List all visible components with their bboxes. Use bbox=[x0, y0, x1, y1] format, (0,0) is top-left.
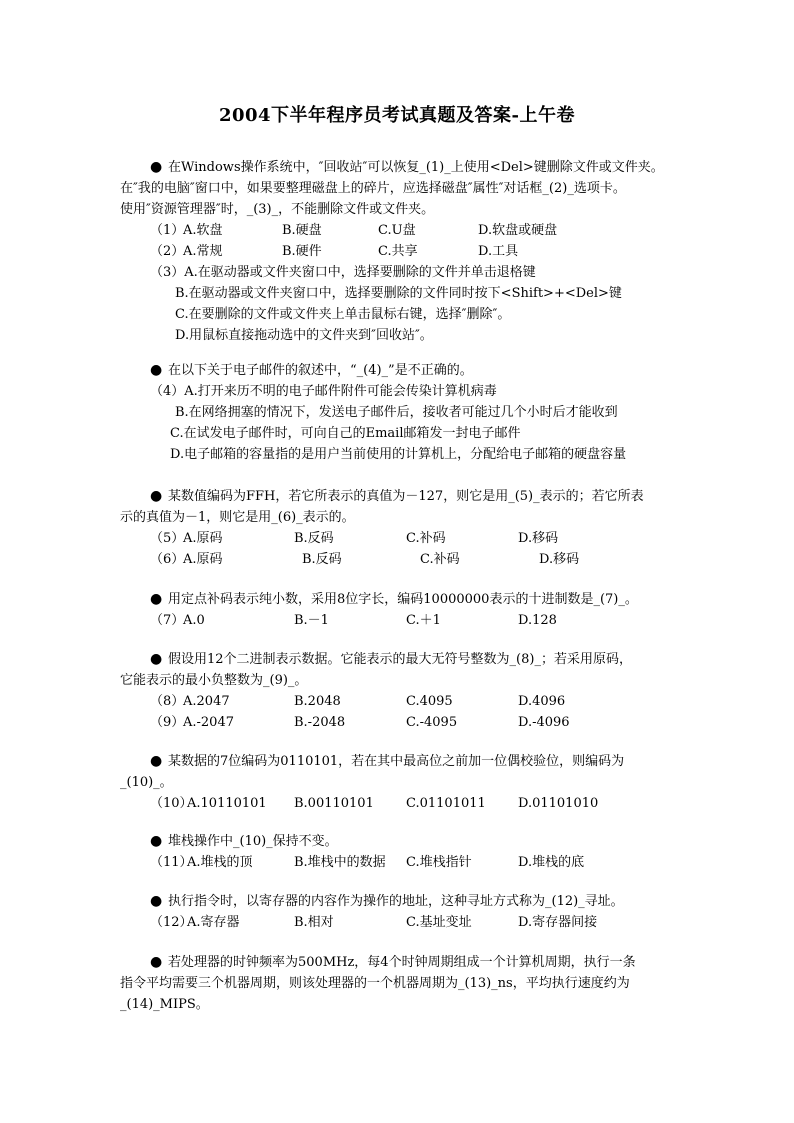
option-line: B.在驱动器或文件夹窗口中，选择要删除的文件同时按下<Shift>+<Del>键 bbox=[175, 286, 622, 301]
option-number: （2） bbox=[150, 244, 185, 259]
option-c: C.基址变址 bbox=[406, 915, 472, 930]
bullet-icon: ● bbox=[150, 753, 163, 769]
option-d: D.移码 bbox=[518, 531, 559, 546]
question-10-stem-line-2: _(10)_。 bbox=[120, 775, 173, 790]
option-line: D.电子邮箱的容量指的是用户当前使用的计算机上，分配给电子邮箱的硬盘容量 bbox=[170, 447, 627, 462]
question-5-stem-line-2: 示的真值为－1，则它是用_(6)_表示的。 bbox=[120, 510, 355, 525]
option-number: （11） bbox=[150, 855, 193, 870]
option-d: D.4096 bbox=[518, 694, 566, 709]
option-d: D.寄存器间接 bbox=[518, 915, 598, 930]
question-12-stem: ● 执行指令时，以寄存器的内容作为操作的地址，这种寻址方式称为_(12)_寻址。 bbox=[150, 893, 624, 909]
option-c: C.堆栈指针 bbox=[406, 855, 472, 870]
option-c: C.＋1 bbox=[406, 613, 441, 628]
bullet-icon: ● bbox=[150, 159, 163, 175]
bullet-icon: ● bbox=[150, 651, 163, 667]
option-line: B.在网络拥塞的情况下，发送电子邮件后，接收者可能过几个小时后才能收到 bbox=[175, 405, 618, 420]
page-title: 2004下半年程序员考试真题及答案-上午卷 bbox=[218, 105, 576, 126]
question-13-stem-line-1: ● 若处理器的时钟频率为500MHz，每4个时钟周期组成一个计算机周期，执行一条 bbox=[150, 954, 636, 970]
bullet-icon: ● bbox=[150, 893, 163, 909]
question-5-stem-line-1: ● 某数值编码为FFH，若它所表示的真值为－127，则它是用_(5)_表示的；若它所表 bbox=[150, 488, 644, 504]
question-1-stem-line-3: 使用″资源管理器″时，_(3)_，不能删除文件或文件夹。 bbox=[120, 202, 435, 217]
option-c: C.4095 bbox=[406, 694, 453, 709]
question-4-stem: ● 在以下关于电子邮件的叙述中，“_(4)_”是不正确的。 bbox=[150, 362, 473, 378]
option-b: B.反码 bbox=[294, 531, 334, 546]
bullet-icon: ● bbox=[150, 488, 163, 504]
option-line: （4）A.打开来历不明的电子邮件附件可能会传染计算机病毒 bbox=[150, 384, 497, 399]
option-c: C.补码 bbox=[420, 552, 460, 567]
option-number: （5） bbox=[150, 531, 185, 546]
option-b: B.堆栈中的数据 bbox=[294, 855, 386, 870]
option-a: A.10110101 bbox=[187, 796, 267, 811]
option-number: （8） bbox=[150, 694, 185, 709]
option-number: （9） bbox=[150, 715, 185, 730]
question-8-stem-line-1: ● 假设用12个二进制表示数据。它能表示的最大无符号整数为_(8)_；若采用原码， bbox=[150, 651, 632, 667]
option-b: B.反码 bbox=[302, 552, 342, 567]
question-13-stem-line-3: _(14)_MIPS。 bbox=[120, 997, 209, 1012]
option-c: C.共享 bbox=[378, 244, 418, 259]
option-a: A.2047 bbox=[183, 694, 230, 709]
option-c: C.U盘 bbox=[378, 223, 416, 238]
question-1-stem-line-1: ● 在Windows操作系统中，″回收站″可以恢复_(1)_上使用<Del>键删除文件或文件夹。 bbox=[150, 159, 664, 175]
option-number: （6） bbox=[150, 552, 185, 567]
option-line: C.在试发电子邮件时，可向自己的Email邮箱发一封电子邮件 bbox=[170, 426, 521, 441]
option-a: A.寄存器 bbox=[187, 915, 240, 930]
option-a: A.0 bbox=[183, 613, 205, 628]
option-a: A.-2047 bbox=[183, 715, 234, 730]
option-number: （10） bbox=[150, 796, 193, 811]
option-c: C.补码 bbox=[406, 531, 446, 546]
question-7-stem: ● 用定点补码表示纯小数，采用8位字长，编码10000000表示的十进制数是_(7)_。 bbox=[150, 591, 638, 607]
option-a: A.常规 bbox=[183, 244, 223, 259]
question-1-stem-line-2: 在″我的电脑″窗口中，如果要整理磁盘上的碎片，应选择磁盘″属性″对话框_(2)_选项卡。 bbox=[120, 181, 626, 196]
option-a: A.原码 bbox=[183, 531, 223, 546]
option-number: （7） bbox=[150, 613, 185, 628]
option-b: B.-2048 bbox=[294, 715, 346, 730]
option-line: （3）A.在驱动器或文件夹窗口中，选择要删除的文件并单击退格键 bbox=[150, 265, 536, 280]
option-b: B.00110101 bbox=[294, 796, 374, 811]
option-b: B.硬件 bbox=[282, 244, 322, 259]
option-d: D.软盘或硬盘 bbox=[478, 223, 558, 238]
option-b: B.2048 bbox=[294, 694, 341, 709]
option-b: B.硬盘 bbox=[282, 223, 322, 238]
option-d: D.移码 bbox=[539, 552, 580, 567]
option-line: C.在要删除的文件或文件夹上单击鼠标右键，选择″删除″。 bbox=[175, 307, 511, 322]
question-8-stem-line-2: 它能表示的最小负整数为_(9)_。 bbox=[120, 673, 308, 688]
question-13-stem-line-2: 指令平均需要三个机器周期，则该处理器的一个机器周期为_(13)_ns，平均执行速度约为 bbox=[120, 976, 630, 991]
option-b: B.－1 bbox=[294, 613, 329, 628]
option-c: C.-4095 bbox=[406, 715, 458, 730]
option-d: D.01101010 bbox=[518, 796, 599, 811]
option-a: A.堆栈的顶 bbox=[187, 855, 253, 870]
question-11-stem: ● 堆栈操作中_(10)_保持不变。 bbox=[150, 833, 338, 849]
bullet-icon: ● bbox=[150, 362, 163, 378]
option-number: （1） bbox=[150, 223, 185, 238]
option-d: D.工具 bbox=[478, 244, 519, 259]
option-number: （12） bbox=[150, 915, 193, 930]
bullet-icon: ● bbox=[150, 833, 163, 849]
option-a: A.软盘 bbox=[183, 223, 223, 238]
option-line: D.用鼠标直接拖动选中的文件夹到″回收站″。 bbox=[175, 328, 433, 343]
option-a: A.原码 bbox=[183, 552, 223, 567]
question-10-stem-line-1: ● 某数据的7位编码为0110101，若在其中最高位之前加一位偶校验位，则编码为 bbox=[150, 753, 625, 769]
option-b: B.相对 bbox=[294, 915, 334, 930]
bullet-icon: ● bbox=[150, 591, 163, 607]
option-d: D.128 bbox=[518, 613, 557, 628]
bullet-icon: ● bbox=[150, 954, 163, 970]
option-c: C.01101011 bbox=[406, 796, 486, 811]
option-d: D.堆栈的底 bbox=[518, 855, 585, 870]
option-d: D.-4096 bbox=[518, 715, 570, 730]
